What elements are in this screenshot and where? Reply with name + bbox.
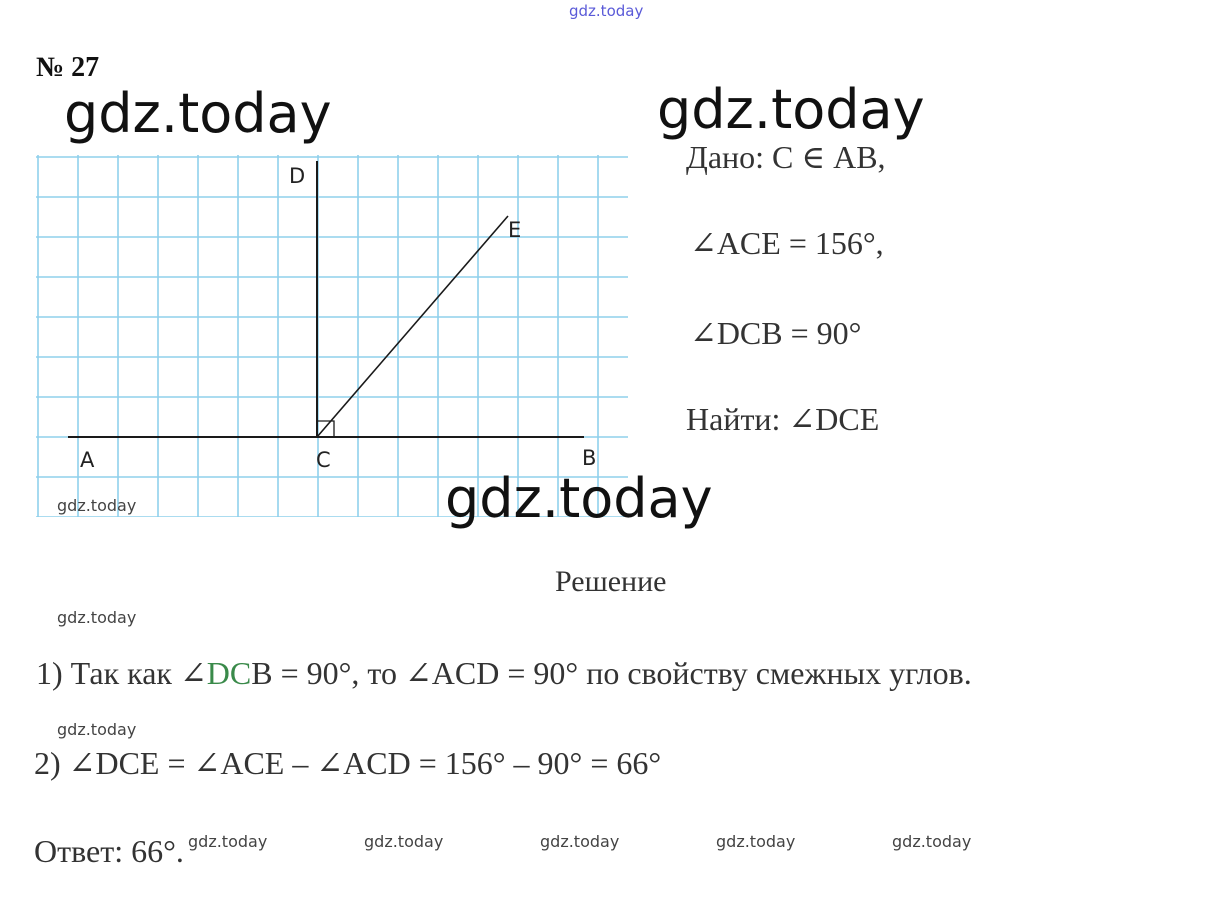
watermark-large-2: gdz.today [657,78,925,141]
watermark-bottom-3: gdz.today [540,832,620,851]
label-b: B [582,446,597,470]
solution-title: Решение [555,565,667,598]
given-line-1: Дано: С ∈ АВ, [686,139,886,175]
step-1-prefix: 1) Так как ∠ [36,655,207,691]
label-c: C [316,448,331,472]
given-line-2: ∠ACE = 156°, [690,225,884,261]
watermark-small-2: gdz.today [57,608,137,627]
step-1-highlight: DC [206,655,252,691]
watermark-bottom-2: gdz.today [364,832,444,851]
step-1-suffix: B = 90°, то ∠ACD = 90° по свойству смежных углов. [251,655,972,691]
watermark-bottom-1: gdz.today [188,832,268,851]
given-line-3: ∠DCB = 90° [690,315,862,351]
solution-step-1 [36,654,972,692]
watermark-bottom-5: gdz.today [892,832,972,851]
answer: Ответ: 66°. [34,833,184,869]
solution-step-2: 2) ∠DCE = ∠ACE – ∠ACD = 156° – 90° = 66° [34,745,662,781]
watermark-bottom-4: gdz.today [716,832,796,851]
label-e: E [508,218,522,242]
watermark-small-1: gdz.today [57,496,137,515]
geometry-figure [36,155,628,517]
line-ce [317,216,508,437]
label-a: A [80,448,95,472]
watermark-top: gdz.today [569,2,644,20]
watermark-large-3: gdz.today [445,467,713,530]
figure-grid [36,155,628,517]
label-d: D [289,164,306,188]
find-line: Найти: ∠DCE [686,401,880,437]
task-number: № 27 [36,52,100,83]
watermark-small-3: gdz.today [57,720,137,739]
watermark-large-1: gdz.today [64,82,332,145]
